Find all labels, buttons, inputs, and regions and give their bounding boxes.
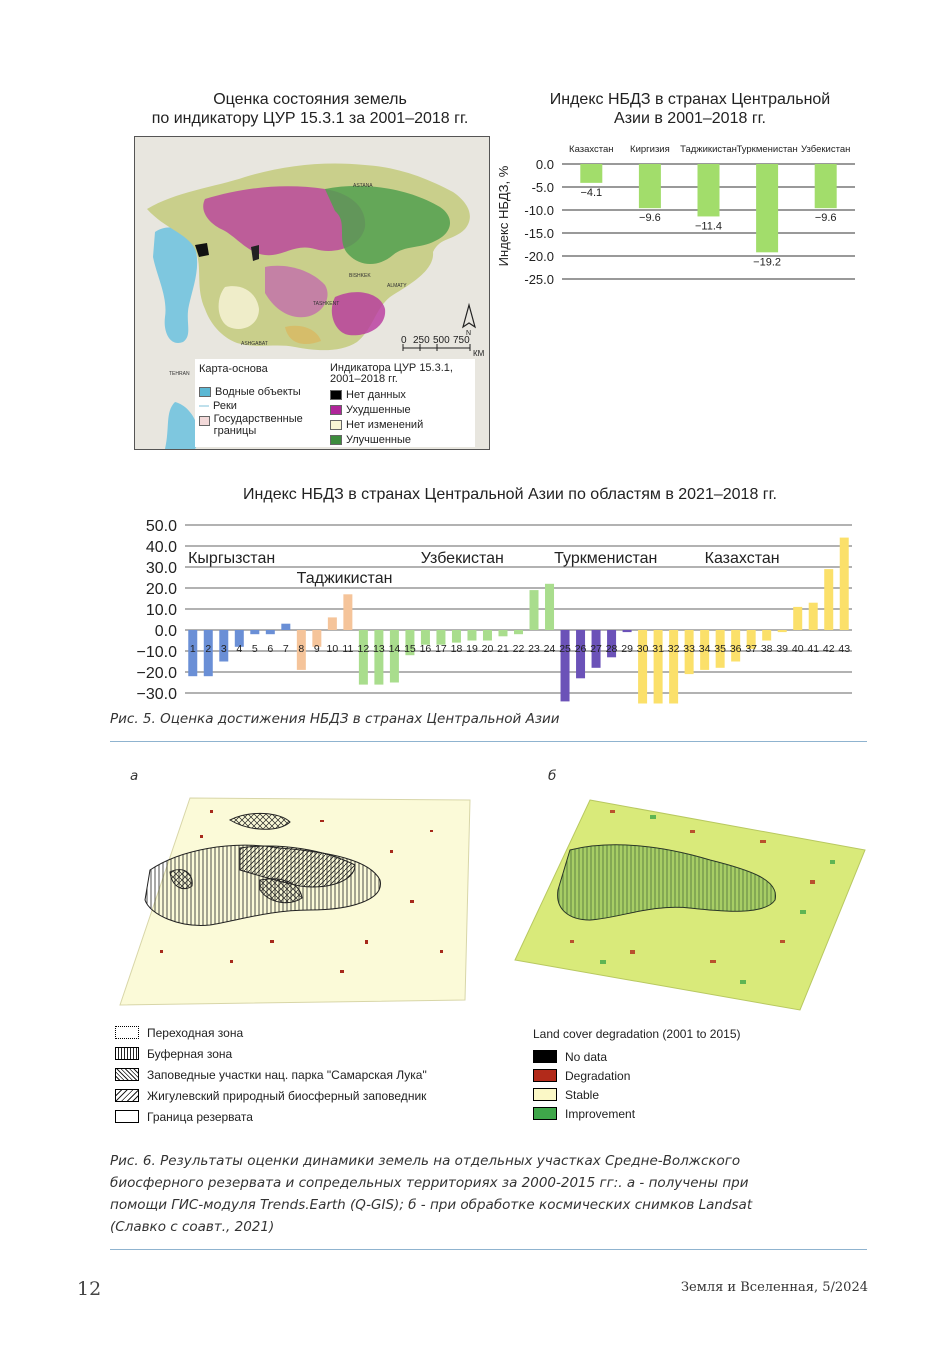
fig5-caption: Рис. 5. Оценка достижения НБДЗ в странах Центральной Азии [110, 711, 560, 727]
legend-item [115, 1043, 495, 1064]
bar [530, 590, 539, 630]
chart1-title-text: Индекс НБДЗ в странах Центральной Азии в 2001–2018 гг. [549, 91, 831, 127]
map-city-label: ALMATY [387, 283, 407, 289]
x-tick-label: 40 [791, 643, 804, 655]
bar [328, 617, 337, 630]
bar [623, 630, 632, 632]
x-tick-label: 38 [760, 643, 773, 655]
x-tick-label: 1 [189, 643, 196, 655]
legend-item [330, 387, 470, 402]
x-tick-label: 34 [698, 643, 711, 655]
map-city-label: BISHKEK [349, 273, 371, 279]
legend-item [533, 1085, 833, 1104]
legend-label: Нет данных [346, 388, 406, 401]
x-tick-label: 24 [543, 643, 556, 655]
x-tick-label: 6 [267, 643, 274, 655]
legend-label: Реки [213, 400, 237, 412]
map-city-label: TEHRAN [169, 371, 190, 377]
x-tick-label: 32 [667, 643, 680, 655]
legend-swatch [533, 1050, 557, 1063]
legend-swatch [330, 390, 342, 400]
y-tick-label: 20.0 [145, 581, 177, 598]
bar [343, 594, 352, 630]
x-tick-label: 12 [357, 643, 370, 655]
map-city-label: ASHGABAT [241, 341, 268, 347]
legend-ind-title: Индикатора ЦУР 15.3.1, 2001–2018 гг. [330, 362, 453, 385]
legend-item [533, 1104, 833, 1123]
x-tick-label: 3 [220, 643, 227, 655]
legend-item [115, 1064, 495, 1085]
caption-line: (Славко с соавт., 2021) [110, 1219, 275, 1235]
y-tick-label: -10.0 [524, 203, 554, 218]
chart1-ylabel: Индекс НБДЗ, % [496, 165, 511, 267]
category-label: Узбекистан [801, 144, 851, 155]
y-tick-label: -25.0 [524, 272, 554, 287]
bar [281, 624, 290, 630]
bar [514, 630, 523, 634]
x-tick-label: 27 [590, 643, 602, 655]
legend-label: Буферная зона [147, 1046, 233, 1061]
legend-base-title: Карта-основа [199, 363, 268, 375]
x-tick-label: 41 [807, 643, 820, 655]
bar [654, 630, 663, 704]
caption-line: биосферного резервата и сопредельных территориях за 2000-2015 гг:. а - получены при [110, 1175, 749, 1191]
y-tick-label: -20.0 [524, 249, 554, 264]
x-tick-label: 30 [636, 643, 649, 655]
legend-swatch [330, 405, 342, 415]
legend-label: Ухудшенные [346, 403, 411, 416]
x-tick-label: 8 [298, 643, 305, 655]
x-tick-label: 16 [419, 643, 432, 655]
bar [483, 630, 492, 641]
data-label: −11.4 [694, 220, 723, 233]
bar [580, 164, 602, 183]
x-tick-label: 20 [481, 643, 494, 655]
bar [266, 630, 275, 634]
x-tick-label: 13 [373, 643, 385, 655]
legend-swatch [533, 1107, 557, 1120]
bar [359, 630, 368, 685]
category-label: Киргизия [630, 144, 670, 155]
caption-line: Рис. 6. Результаты оценки динамики земель на отдельных участках Средне-Волжского [110, 1153, 741, 1169]
data-label: −4.1 [580, 186, 603, 199]
x-tick-label: 43 [838, 643, 851, 655]
legend-swatch [199, 387, 211, 397]
fig6-caption [110, 1150, 870, 1238]
divider [110, 1249, 867, 1250]
bar [250, 630, 259, 634]
legend-swatch [533, 1069, 557, 1082]
legend-swatch [330, 435, 342, 445]
x-tick-label: 11 [342, 643, 354, 655]
legend-label: Водные объекты [215, 386, 301, 398]
divider [110, 741, 867, 742]
bar [778, 630, 787, 632]
legend-item [330, 432, 470, 447]
legend-swatch [533, 1088, 557, 1101]
legend-item [199, 413, 329, 439]
x-tick-label: 7 [282, 643, 289, 655]
data-label: −9.6 [639, 212, 661, 225]
x-tick-label: 9 [313, 643, 320, 655]
map-title-line1: Оценка состояния земель [213, 91, 407, 108]
category-label: Таджикистан [680, 144, 737, 155]
bar [815, 164, 837, 208]
bar [545, 584, 554, 630]
land-state-map [134, 136, 490, 450]
x-tick-label: 5 [251, 643, 258, 655]
legend-swatch [115, 1068, 139, 1081]
x-tick-label: 23 [528, 643, 540, 655]
legend-label: Improvement [565, 1106, 636, 1121]
y-tick-label: 10.0 [145, 602, 177, 619]
x-tick-label: 17 [435, 643, 447, 655]
journal-name: Земля и Вселенная, 5/2024 [680, 1280, 868, 1295]
legend-label: No data [565, 1049, 608, 1064]
fig6b-map [510, 790, 870, 1020]
group-label: Кыргызстан [188, 550, 276, 567]
legend-label: Stable [565, 1087, 600, 1102]
page-number: 12 [77, 1278, 102, 1300]
bar [639, 164, 661, 208]
bar [452, 630, 461, 643]
y-tick-label: 50.0 [145, 518, 177, 535]
legend-swatch [115, 1047, 139, 1060]
x-tick-label: 21 [497, 643, 509, 655]
scale-unit: КМ [473, 349, 485, 358]
legend-swatch [115, 1089, 139, 1102]
fig6-label-a: а [130, 768, 139, 784]
svg-text:N: N [466, 330, 472, 337]
bar [793, 607, 802, 630]
group-label: Узбекистан [420, 550, 504, 567]
scale-label: 500 [433, 335, 450, 346]
legend-item [199, 385, 329, 399]
legend-label: Переходная зона [147, 1025, 244, 1040]
group-label: Туркменистан [554, 550, 658, 567]
group-label: Казахстан [704, 550, 780, 567]
x-tick-label: 22 [512, 643, 525, 655]
x-tick-label: 14 [388, 643, 401, 655]
x-tick-label: 28 [605, 643, 618, 655]
x-tick-label: 15 [404, 643, 416, 655]
legend-label: Жигулевский природный биосферный заповедник [147, 1088, 427, 1103]
legend-swatch [115, 1026, 139, 1039]
x-tick-label: 31 [652, 643, 664, 655]
x-tick-label: 25 [559, 643, 571, 655]
y-tick-label: −20.0 [136, 665, 177, 682]
bar [809, 603, 818, 630]
bar [374, 630, 383, 685]
x-tick-label: 29 [621, 643, 633, 655]
legend-swatch [115, 1110, 139, 1123]
fig6b-legend [533, 1027, 833, 1123]
legend-swatch [199, 405, 209, 407]
fig6b-legend-title: Land cover degradation (2001 to 2015) [533, 1027, 741, 1041]
x-tick-label: 33 [683, 643, 695, 655]
map-title-line2: по индикатору ЦУР 15.3.1 за 2001–2018 гг. [151, 110, 469, 127]
bar [561, 630, 570, 701]
y-tick-label: −30.0 [136, 686, 177, 703]
legend-label: Degradation [565, 1068, 631, 1083]
x-tick-label: 19 [466, 643, 478, 655]
x-tick-label: 39 [776, 643, 789, 655]
bar [638, 630, 647, 704]
x-tick-label: 36 [729, 643, 742, 655]
legend-item [115, 1022, 495, 1043]
y-tick-label: 0.0 [535, 157, 554, 172]
fig6-label-b: б [548, 768, 557, 784]
bar [698, 164, 720, 216]
map-city-label: ASTANA [353, 183, 373, 189]
legend-label: Государственные границы [213, 413, 303, 437]
bar [762, 630, 771, 641]
map-title [125, 90, 495, 128]
map-legend [195, 359, 475, 447]
bar [756, 164, 778, 252]
x-tick-label: 2 [205, 643, 212, 655]
legend-label: Нет изменений [346, 418, 424, 431]
chart2-title: Индекс НБДЗ в странах Центральной Азии по областям в 2021–2018 гг. [243, 486, 777, 503]
regional-index-chart [110, 512, 870, 704]
y-tick-label: -15.0 [524, 226, 554, 241]
legend-item [533, 1066, 833, 1085]
bar [390, 630, 399, 683]
x-tick-label: 37 [745, 643, 758, 655]
x-tick-label: 42 [822, 643, 835, 655]
category-label: Туркменистан [736, 144, 798, 155]
legend-label: Улучшенные [346, 433, 412, 446]
scale-label: 250 [413, 335, 430, 346]
bar [840, 538, 849, 630]
legend-item [330, 402, 470, 417]
legend-item [115, 1106, 495, 1127]
scale-label: 750 [453, 335, 470, 346]
caption-line: помощи ГИС-модуля Trends.Earth (Q-GIS); б - при обработке космических снимков Landsat [110, 1197, 753, 1213]
data-label: −19.2 [753, 256, 782, 269]
x-tick-label: 10 [326, 643, 339, 655]
bar [669, 630, 678, 704]
fig6a-map [110, 790, 480, 1020]
x-tick-label: 26 [574, 643, 587, 655]
legend-swatch [330, 420, 342, 430]
legend-item [533, 1047, 833, 1066]
legend-label: Заповедные участки нац. парка "Самарская Лука" [147, 1067, 427, 1082]
group-label: Таджикистан [296, 570, 393, 587]
x-tick-label: 4 [236, 643, 243, 655]
x-tick-label: 35 [714, 643, 726, 655]
legend-swatch [199, 416, 210, 426]
map-city-label: TASHKENT [313, 301, 340, 307]
legend-item [115, 1085, 495, 1106]
legend-item [199, 399, 329, 413]
category-label: Казахстан [569, 144, 614, 155]
scale-label: 0 [401, 335, 407, 346]
country-index-chart [490, 140, 870, 290]
y-tick-label: 40.0 [145, 539, 177, 556]
y-tick-label: −10.0 [136, 644, 177, 661]
y-tick-label: 0.0 [154, 623, 177, 640]
chart1-title [530, 90, 850, 128]
legend-label: Граница резервата [147, 1109, 253, 1124]
bar [467, 630, 476, 641]
legend-item [330, 417, 470, 432]
x-tick-label: 18 [450, 643, 463, 655]
fig6a-legend [115, 1022, 495, 1127]
y-tick-label: -5.0 [531, 180, 554, 195]
bar [498, 630, 507, 636]
y-tick-label: 30.0 [145, 560, 177, 577]
data-label: −9.6 [814, 212, 837, 225]
bar [824, 569, 833, 630]
